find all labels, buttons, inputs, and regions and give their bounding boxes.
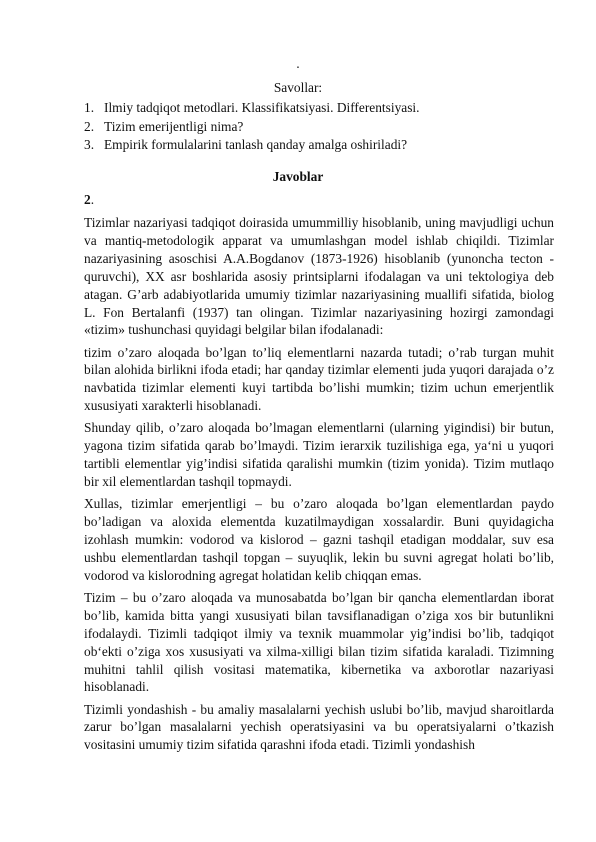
question-number: 1. <box>84 100 95 115</box>
question-number: 3. <box>84 137 95 153</box>
paragraph: Xullas, tizimlar emerjentligi – bu o’zaro aloqada bo’lgan elementlardan paydo bo’ladigan va aloxida elementda kuzatilmaydigan xossalardir. Buni quyidagicha izohlash mumkin: vodorod va kislorod – gazni tashqil etadigan moddalar, suv esa ushbu elementlardan tashqil topgan – suyuqlik, lekin bu suvni agregat holati bo’lib, vodorod va kislorodning agregat holatidan kelib chiqqan emas. <box>84 496 554 583</box>
question-number: 2. <box>84 118 95 134</box>
paragraph: tizim o’zaro aloqada bo’lgan to’liq elementlarni nazarda tutadi; o’rab turgan muhit bilan alohida birlikni ifoda etadi; har qanday tizimlar elementi juda yuqori darajada o’z navbatida tizimlar elementi kuyi tartibda bo’lishi mumkin; tizim uchun emerjentlik xususiyati xarakterli hisoblanadi. <box>84 344 554 414</box>
question-text: Ilmiy tadqiqot metodlari. Klassifikatsiyasi. Differentsiyasi. <box>104 100 420 115</box>
paragraph: Tizimlar nazariyasi tadqiqot doirasida umummilliy hisoblanib, uning mavjudligi uchun va mantiq-metodologik apparat va umumlashgan model ishlab chiqildi. Tizimlar nazariyasining asoschisi A.A.Bogdanov (1873-1926) hisoblanib (yunoncha tecton -quruvchi), XX asr boshlarida asosiy printsiplarni ifodalagan va uni tektologiya deb atagan. G’arb adabiyotlarida umumiy tizimlar nazariyasining muallifi sifatida, biolog L. Fon Bertalanfi (1937) tan olingan. Tizimlar nazariyasining hozirgi zamondagi «tizim» tushunchasi quyidagi belgilar bilan ifodalanadi: <box>84 215 554 338</box>
question-text: Tizim emerijentligi nima? <box>104 118 244 134</box>
section-number-value: 2 <box>84 192 91 207</box>
question-item <box>84 99 554 118</box>
question-item <box>84 118 554 137</box>
section-number-suffix: . <box>90 192 95 207</box>
question-text: Empirik formulalarini tanlash qanday amalga oshiriladi? <box>104 137 408 153</box>
question-item <box>84 136 554 155</box>
paragraph: Tizimli yondashish - bu amaliy masalalarni yechish uslubi bo’lib, mavjud sharoitlarda zarur bo’lgan masalalarni yechish operatsiyasini va bu operatsiyalarni o’tkazish vositasini umumiy tizim sifatida qarashni ifoda etadi. Tizimli yondashish <box>84 701 554 753</box>
answer-body <box>84 214 554 758</box>
section-number <box>84 191 94 209</box>
paragraph: Shunday qilib, o’zaro aloqada bo’lmagan elementlarni (ularning yigindisi) bir butun, yagona tizim sifatida qarab bo’lmaydi. Tizim ierarxik tuzilishiga ega, ya‘ni u yuqori tartibli elementlar yig’indisi sifatida qaralishi mumkin (tizim yonida). Tizim mutlaqo bir xil elementlardan tashqil topmaydi. <box>84 420 554 490</box>
questions-list <box>84 99 554 155</box>
paragraph: Tizim – bu o’zaro aloqada va munosabatda bo’lgan bir qancha elementlardan iborat bo’lib, kamida bitta yangi xususiyati bilan tavsiflanadigan o’ziga xos bir butunlikni ifodalaydi. Tizimli tadqiqot ilmiy va texnik muammolar yig’indisi bo’lib, tadqiqot ob‘ekti o’ziga xos xususiyati va xilma-xilligi bilan tizim sifatida karaladi. Tizimning muhitni tahlil qilish vositasi matematika, kibernetika va axborotlar nazariyasi hisoblanadi. <box>84 589 554 695</box>
answers-heading: Javoblar <box>272 169 324 184</box>
questions-heading: Savollar: <box>273 80 323 95</box>
top-mark: · <box>295 60 301 75</box>
